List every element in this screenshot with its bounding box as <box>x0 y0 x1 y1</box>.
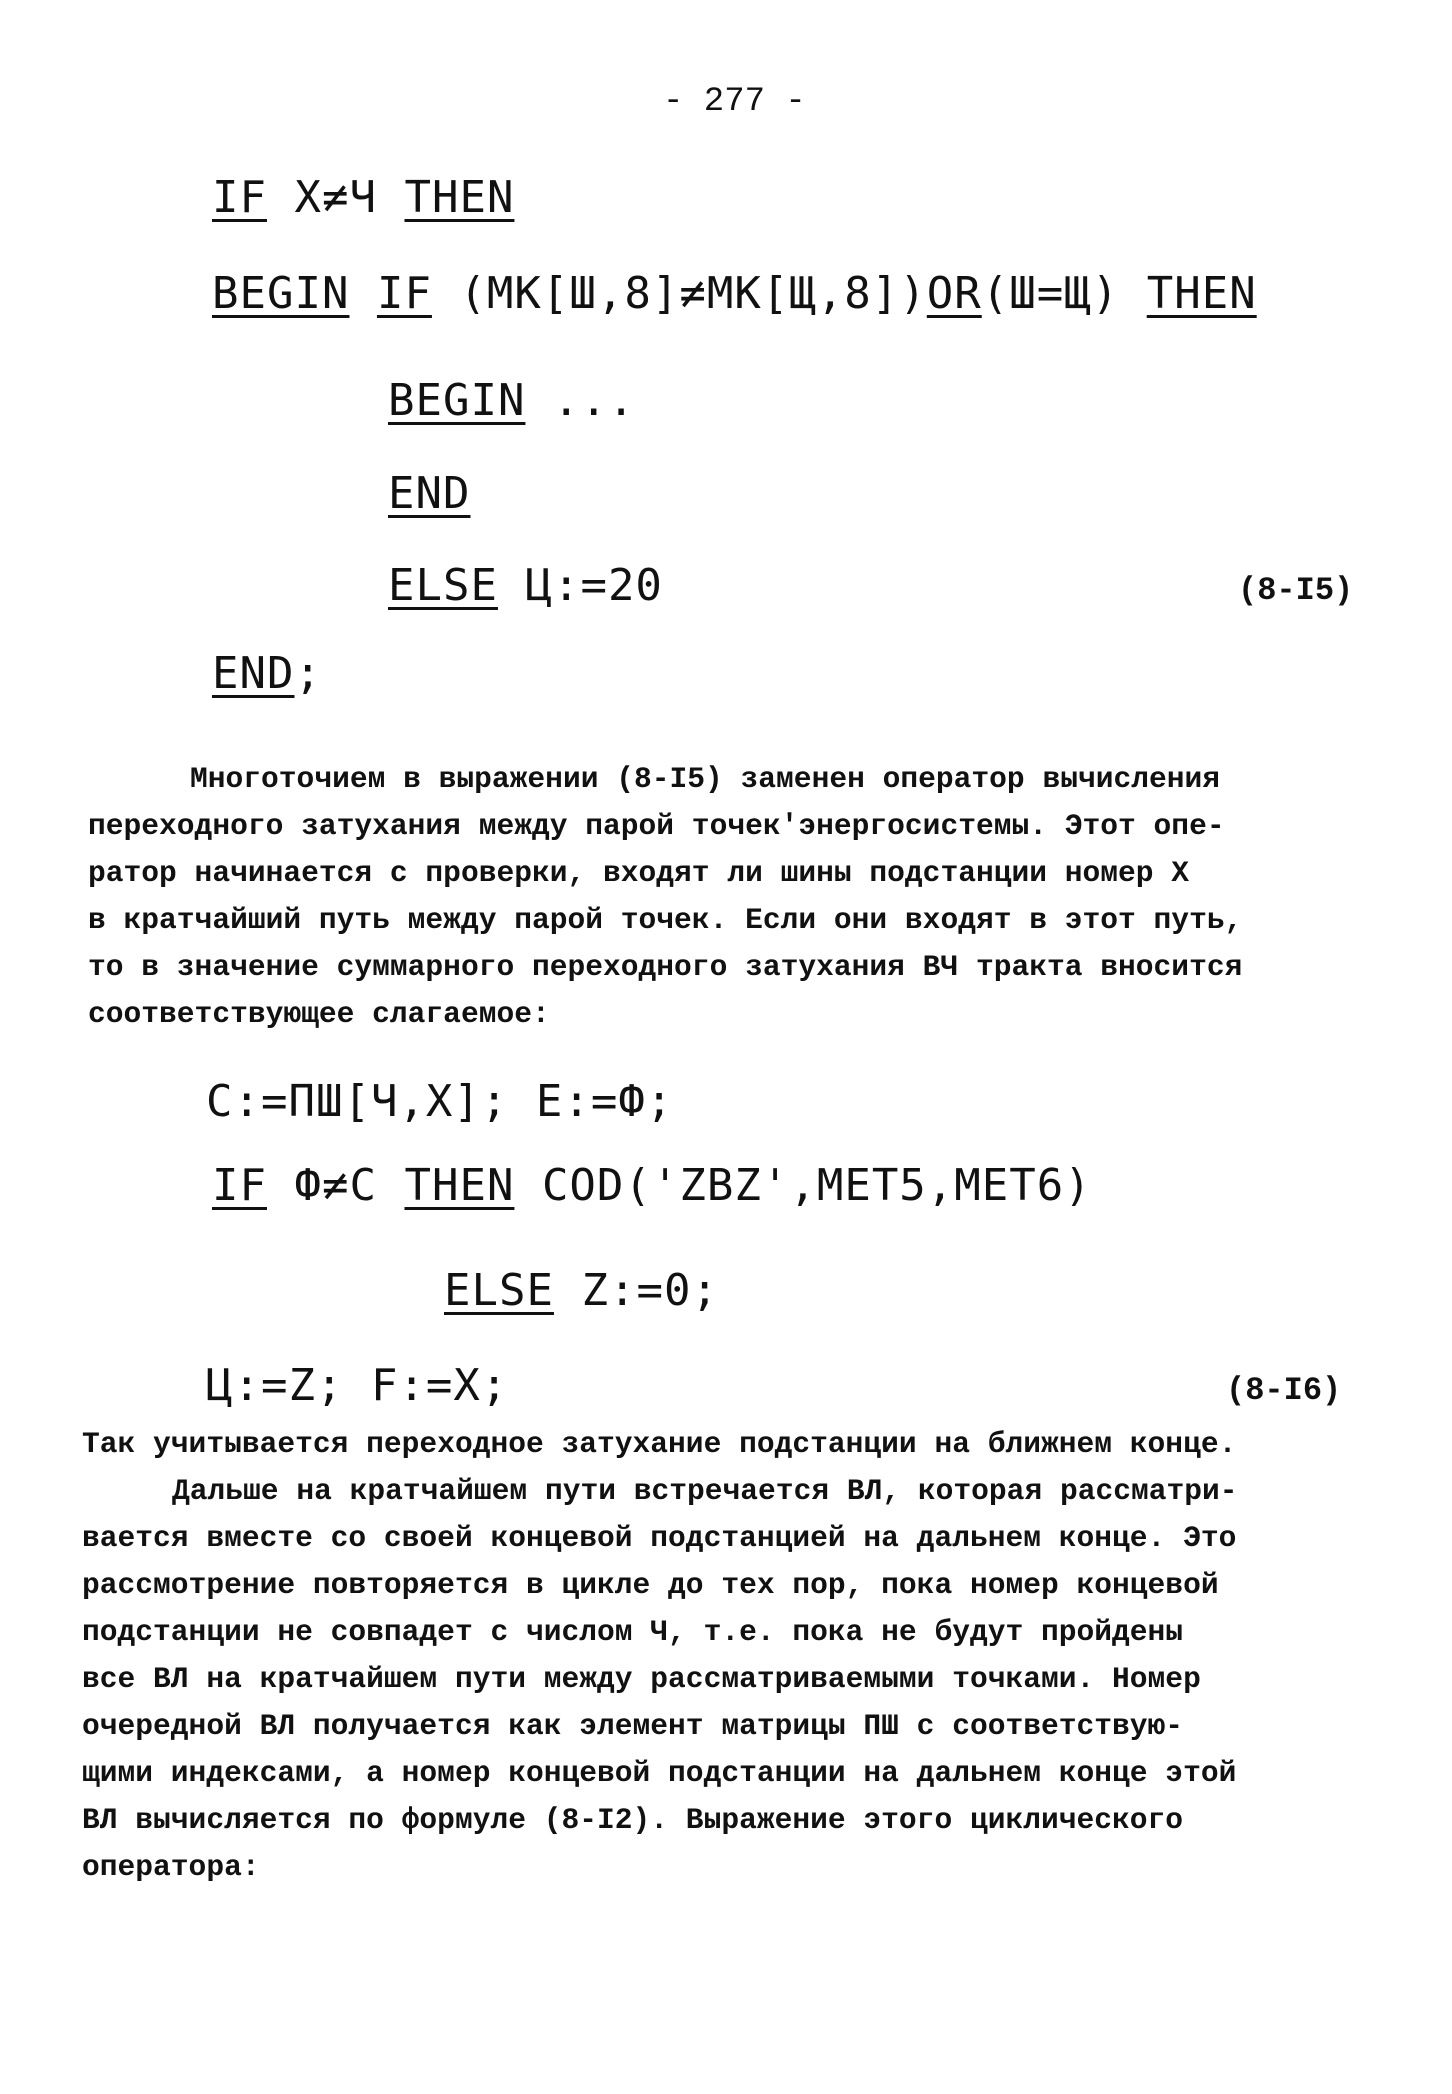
text-line: вается вместе со своей концевой подстанцией на дальнем конце. Это <box>82 1521 1237 1555</box>
equation-number-8-15: (8-I5) <box>1238 572 1354 609</box>
keyword-else: ELSE <box>388 560 498 611</box>
code-line-else-z <box>444 1265 719 1316</box>
keyword-end: END <box>388 468 471 519</box>
text-line: ратор начинается с проверки, входят ли шины подстанции номер Х <box>88 856 1190 890</box>
condition-a: (МК[Ш,8]≠МК[Щ,8]) <box>459 268 927 319</box>
condition: Х≠Ч <box>294 172 377 223</box>
keyword-begin: BEGIN <box>388 375 526 426</box>
page-number: - 277 - <box>663 83 806 121</box>
condition: Ф≠С <box>294 1160 377 1211</box>
procedure-call: COD('ZBZ',MET5,MET6) <box>541 1160 1092 1211</box>
text-line: все ВЛ на кратчайшем пути между рассматриваемыми точками. Номер <box>82 1662 1201 1696</box>
paragraph-1 <box>88 756 1242 1038</box>
keyword-then: THEN <box>404 1160 515 1211</box>
text-line: Дальше на кратчайшем пути встречается ВЛ, которая рассматри- <box>172 1474 1238 1508</box>
text-line: ВЛ вычисляется по формуле (8-I2). Выражение этого циклического <box>82 1803 1184 1837</box>
text-line: в кратчайший путь между парой точек. Если они входят в этот путь, <box>88 903 1243 937</box>
text-line: щими индексами, а номер концевой подстанции на дальнем конце этой <box>82 1756 1237 1790</box>
code-line-if-x-neq-ch <box>212 172 514 223</box>
ellipsis: ... <box>552 375 636 426</box>
code-line-c-assign: С:=ПШ[Ч,Х]; Е:=Ф; <box>206 1076 674 1127</box>
semicolon: ; <box>294 648 322 699</box>
keyword-if: IF <box>212 1160 267 1211</box>
equation-number-8-16: (8-I6) <box>1226 1372 1342 1409</box>
text-line: то в значение суммарного переходного затухания ВЧ тракта вносится <box>88 950 1243 984</box>
text-line: соответствующее слагаемое: <box>88 997 550 1031</box>
keyword-then: THEN <box>404 172 515 223</box>
keyword-or: OR <box>926 268 982 319</box>
keyword-end: END <box>212 648 295 699</box>
code-line-inner-end <box>388 468 470 519</box>
text-line: подстанции не совпадет с числом Ч, т.е. пока не будут пройдены <box>82 1615 1184 1649</box>
condition-b: (Ш=Щ) <box>981 268 1120 319</box>
code-line-u-assign: Ц:=Z; F:=Х; <box>206 1360 509 1411</box>
keyword-begin: BEGIN <box>212 268 350 319</box>
paragraph-2 <box>82 1421 1238 1891</box>
code-line-if-phi-neq-c <box>212 1160 1092 1211</box>
keyword-if: IF <box>212 172 267 223</box>
assignment: Z:=0; <box>581 1265 719 1316</box>
text-line: рассмотрение повторяется в цикле до тех пор, пока номер концевой <box>82 1568 1219 1602</box>
text-line: очередной ВЛ получается как элемент матрицы ПШ с соответствую- <box>82 1709 1184 1743</box>
code-line-begin-if <box>212 268 1257 319</box>
assignment: Ц:=20 <box>525 560 663 611</box>
keyword-if: IF <box>376 268 432 319</box>
code-line-end <box>212 648 322 699</box>
text-line: переходного затухания между парой точек'энергосистемы. Этот опе- <box>88 809 1225 843</box>
text-line: Многоточием в выражении (8-I5) заменен оператор вычисления <box>190 762 1221 796</box>
keyword-then: THEN <box>1146 268 1257 319</box>
code-line-else <box>388 560 663 611</box>
text-line: оператора: <box>82 1850 260 1884</box>
keyword-else: ELSE <box>444 1265 554 1316</box>
code-line-inner-begin <box>388 375 635 426</box>
text-line: Так учитывается переходное затухание подстанции на ближнем конце. <box>82 1427 1237 1461</box>
